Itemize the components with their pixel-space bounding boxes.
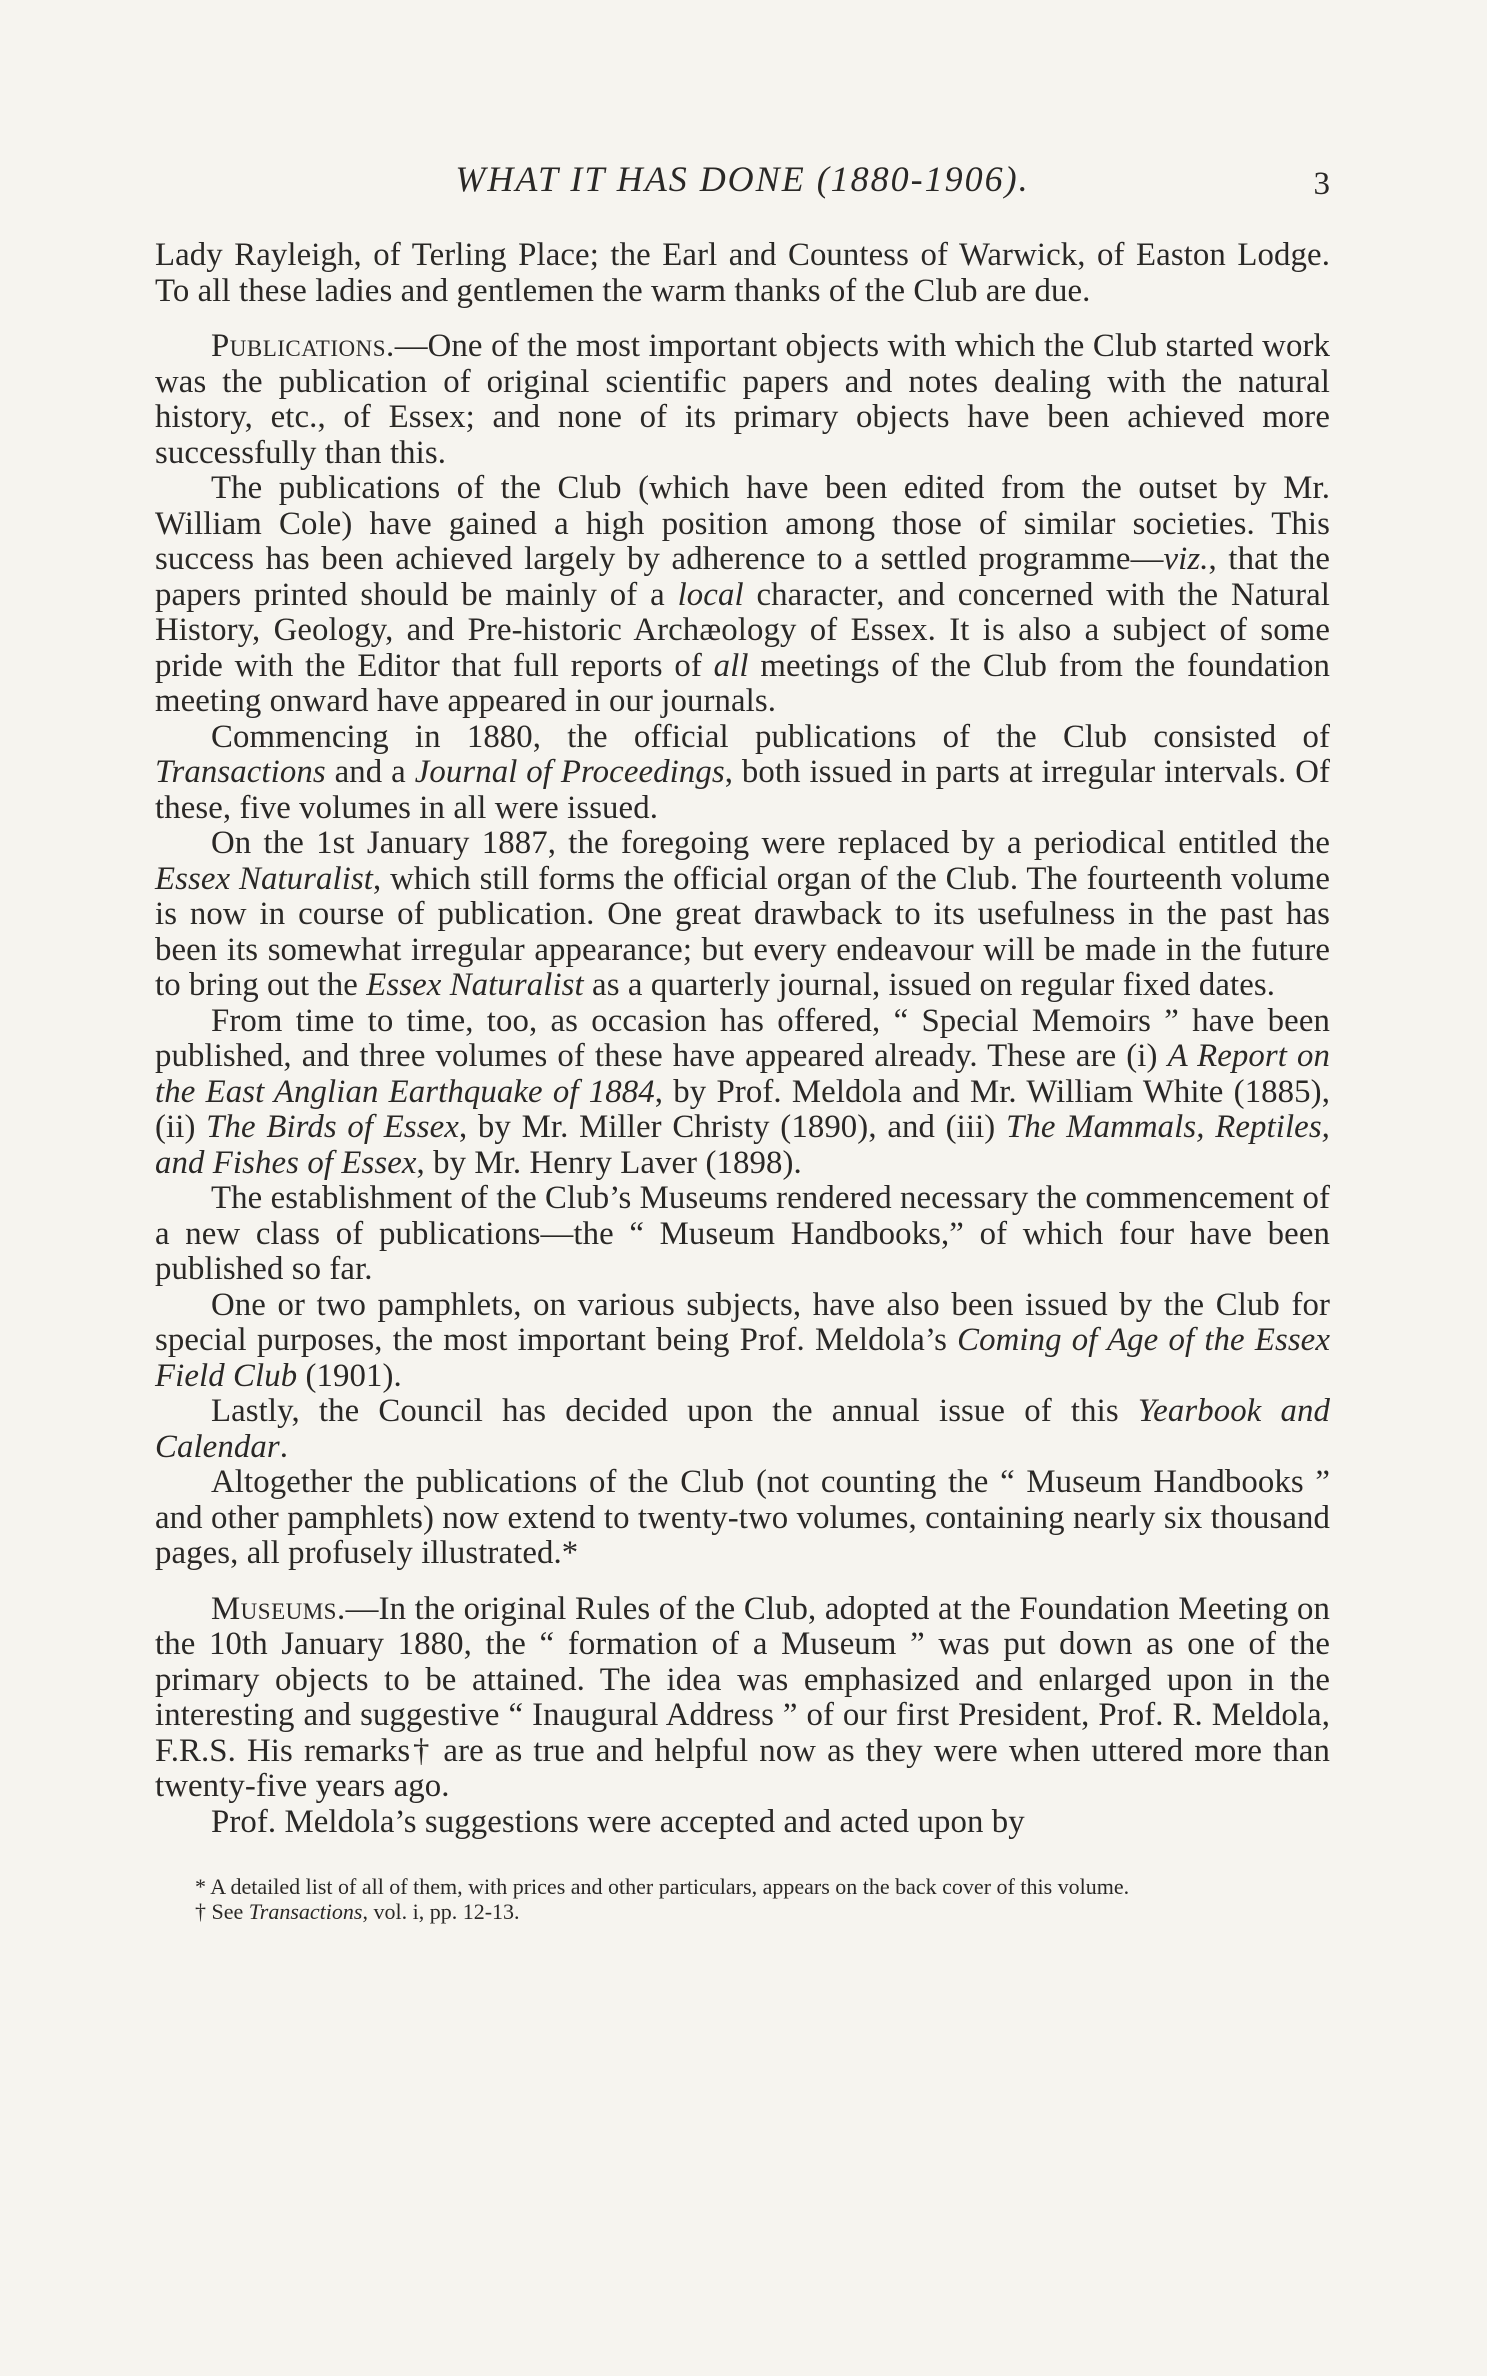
footnote-text: , vol. i, pp. 12-13. — [362, 1899, 520, 1924]
italic-text: viz. — [1163, 541, 1209, 577]
paragraph-essex-naturalist — [155, 826, 1330, 1004]
paragraph-museum-handbooks — [155, 1181, 1330, 1288]
paragraph-text: as a quarterly journal, issued on regular fixed dates. — [583, 967, 1276, 1003]
paragraph-text: , both issued in parts at irregular intervals. Of these, five volumes in all were issued. — [155, 754, 1331, 826]
footnote-asterisk — [155, 1874, 1330, 1899]
paragraph-text: , by Mr. Henry Laver (1898). — [416, 1144, 802, 1181]
paragraph-museums — [155, 1592, 1330, 1805]
paragraph-transactions — [155, 720, 1330, 827]
italic-title: Transactions — [248, 1899, 363, 1924]
paragraph-text: The establishment of the Club’s Museums rendered necessary the commencement of a new class of publications—the “ Museum Handbooks,” of which four have been published so far. — [155, 1180, 1330, 1287]
paragraph-yearbook — [155, 1394, 1330, 1465]
paragraph-text: , by Mr. Miller Christy (1890), and (iii) — [458, 1109, 1007, 1145]
paragraph-rayleigh — [155, 238, 1330, 309]
footnote-text: † See — [195, 1899, 249, 1924]
footnotes — [155, 1874, 1330, 1924]
body-text — [155, 238, 1330, 1840]
paragraph-publications — [155, 329, 1330, 471]
paragraph-text: Prof. Meldola’s suggestions were accepted and acted upon by — [211, 1803, 1025, 1840]
paragraph-text: One or two pamphlets, on various subjects, have also been issued by the Club for special purposes, the most important being Prof. Meldola’s — [155, 1286, 1330, 1358]
paragraph-text: —One of the most important objects with which the Club started work was the publication of original scientific papers and notes dealing with the natural history, etc., of Essex; and none of its primary objects have been achieved more successfully than this. — [155, 328, 1330, 471]
paragraph-text: and a — [325, 754, 415, 790]
italic-text: local — [677, 576, 744, 613]
italic-title: Essex Naturalist — [366, 967, 584, 1003]
italic-text: all — [713, 647, 749, 684]
section-heading-publications: Publications. — [211, 328, 395, 364]
paragraph-text: meetings of the Club from the foundation meeting onward have appeared in our journals. — [155, 647, 1330, 719]
paragraph-text: , by Prof. Meldola and Mr. William White (1885), (ii) — [155, 1073, 1331, 1145]
italic-title: Yearbook and Calendar — [155, 1393, 1330, 1465]
paragraph-text: Altogether the publications of the Club (not counting the “ Museum Handbooks ” and other pamphlets) now extend to twenty-two volumes, containing nearly six thousand pages, all profusely illustrated.* — [155, 1464, 1330, 1571]
italic-title: A Report on the East Anglian Earthquake of 1884 — [155, 1038, 1331, 1110]
footnote-text: * A detailed list of all of them, with prices and other particulars, appears on the back cover of this volume. — [195, 1874, 1130, 1899]
footnote-dagger — [155, 1899, 1330, 1924]
running-title — [155, 158, 1330, 200]
italic-title: The Birds of Essex — [206, 1109, 459, 1145]
paragraph-text: (1901). — [297, 1357, 402, 1394]
paragraph-pamphlets — [155, 1288, 1330, 1395]
paragraph-editorship — [155, 471, 1330, 720]
italic-title: Journal of Proceedings — [414, 754, 725, 790]
paragraph-meldola-suggestions — [155, 1805, 1330, 1841]
italic-title: Transactions — [155, 754, 326, 790]
italic-title: Essex Naturalist — [155, 860, 374, 897]
paragraph-text: Commencing in 1880, the official publications of the Club consisted of — [211, 718, 1330, 755]
paragraph-text: , which still forms the official organ of the Club. The fourteenth volume is now in course of publication. One great drawback to its usefulness in the past has been its somewhat irregular appearance; but every endeavour will be made in the future to bring out the — [155, 860, 1330, 1003]
book-page — [155, 150, 1330, 1924]
running-title-text: WHAT IT HAS DONE — [455, 159, 806, 199]
italic-title: Coming of Age of the Essex Field Club — [155, 1322, 1331, 1394]
paragraph-special-memoirs — [155, 1004, 1330, 1182]
paragraph-text: —In the original Rules of the Club, adopted at the Foundation Meeting on the 10th January 1880, the “ formation of a Museum ” was put down as one of the primary objects to be attained. The idea was emphasized and enlarged upon in the interesting and suggestive “ Inaugural Address ” of our first President, Prof. R. Meldola, F.R.S. His remarks† are as true and helpful now as they were when uttered more than twenty-five years ago. — [155, 1590, 1330, 1804]
page-number: 3 — [1313, 166, 1330, 202]
paragraph-text: . — [279, 1428, 289, 1465]
paragraph-altogether — [155, 1465, 1330, 1572]
italic-title: The Mammals, Reptiles, and Fishes of Essex — [155, 1109, 1330, 1181]
paragraph-text: Lady Rayleigh, of Terling Place; the Earl and Countess of Warwick, of Easton Lodge. To all these ladies and gentlemen the warm thanks of the Club are due. — [155, 237, 1330, 309]
paragraph-text: From time to time, too, as occasion has offered, “ Special Memoirs ” have been published, and three volumes of these have appeared already. These are (i) — [155, 1002, 1330, 1074]
paragraph-text: Lastly, the Council has decided upon the annual issue of this — [211, 1393, 1138, 1429]
running-header — [155, 150, 1330, 210]
paragraph-text: On the 1st January 1887, the foregoing were replaced by a periodical entitled the — [211, 825, 1330, 861]
paragraph-text: The publications of the Club (which have been edited from the outset by Mr. William Cole) have gained a high position among those of similar societies. This success has been achieved largely by adherence to a settled programme— — [155, 470, 1330, 577]
section-heading-museums: Museums. — [211, 1590, 346, 1627]
paragraph-text: , that the papers printed should be mainly of a — [155, 541, 1330, 613]
running-title-dates: (1880-1906). — [816, 159, 1030, 199]
paragraph-text: character, and concerned with the Natural History, Geology, and Pre-historic Archæology of Essex. It is also a subject of some pride with the Editor that full reports of — [155, 576, 1330, 684]
